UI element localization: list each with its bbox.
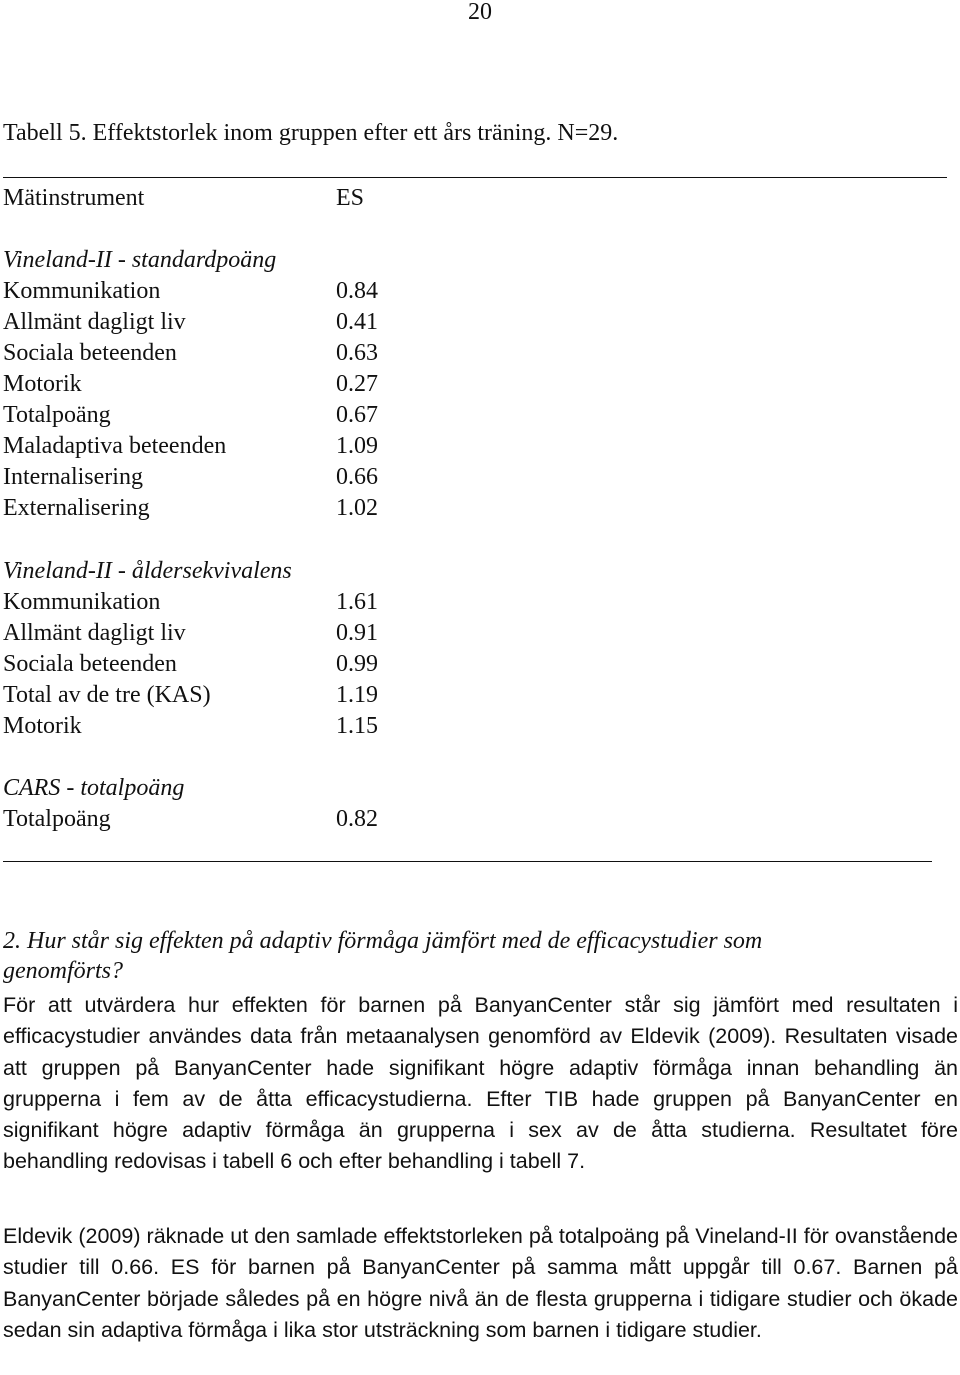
section-heading-aldersekvivalens: Vineland-II - åldersekvivalens [3,558,292,584]
table-row-label: Totalpoäng [3,402,111,428]
column-header-instrument: Mätinstrument [3,185,145,211]
table-row-label: Sociala beteenden [3,651,177,677]
table-row-label: Allmänt dagligt liv [3,309,186,335]
table-row-label: Sociala beteenden [3,340,177,366]
table-row-value: 0.99 [336,651,378,677]
section-heading-cars: CARS - totalpoäng [3,775,185,801]
table-row-value: 0.27 [336,371,378,397]
table-row-label: Kommunikation [3,278,161,304]
table-row-value: 0.41 [336,309,378,335]
page-number: 20 [468,0,492,25]
table-top-rule [3,177,947,178]
table-row-value: 1.19 [336,682,378,708]
table-row-value: 0.91 [336,620,378,646]
table-row-value: 1.09 [336,433,378,459]
table-row-value: 0.66 [336,464,378,490]
table-row-value: 0.84 [336,278,378,304]
table-row-value: 0.82 [336,806,378,832]
column-header-es: ES [336,185,365,211]
table-row-value: 1.61 [336,589,378,615]
table-row-label: Internalisering [3,464,143,490]
table-row-label: Total av de tre (KAS) [3,682,211,708]
body-paragraph: För att utvärdera hur effekten för barnen på BanyanCenter står sig jämfört med resultaten i efficacystudier användes data från metaanalysen genomförd av Eldevik (2009). Resultaten visade att gruppen på BanyanCenter hade signifikant högre adaptiv förmåga innan behandling än grupperna i fem av de åtta efficacystudierna. Efter TIB hade gruppen på BanyanCenter en signifikant högre adaptiv förmåga än grupperna i sex av de åtta studierna. Resultatet före behandling redovisas i tabell 6 och efter behandling i tabell 7. [3,993,958,1174]
table-row-label: Motorik [3,713,82,739]
table-row-value: 1.15 [336,713,378,739]
table-row-label: Totalpoäng [3,806,111,832]
question-heading: 2. Hur står sig effekten på adaptiv förmåga jämfört med de efficacystudier som genomförts? [3,928,763,984]
table-row-label: Motorik [3,371,82,397]
table-row-value: 0.67 [336,402,378,428]
table-row-label: Kommunikation [3,589,161,615]
table-row-value: 0.63 [336,340,378,366]
table-bottom-rule [3,861,932,862]
body-paragraph: Eldevik (2009) räknade ut den samlade effektstorleken på totalpoäng på Vineland-II för ovanstående studier till 0.66. ES för barnen på BanyanCenter på samma mått uppgår till 0.67. Barnen på BanyanCenter började således på en högre nivå än de flesta grupperna i tidigare studier och ökade sedan sin adaptiva förmåga i lika stor utsträckning som barnen i tidigare studier. [3,1224,958,1342]
table-row-value: 1.02 [336,495,378,521]
section-heading-standardpoang: Vineland-II - standardpoäng [3,247,277,273]
table-row-label: Externalisering [3,495,150,521]
table-row-label: Allmänt dagligt liv [3,620,186,646]
table-caption: Tabell 5. Effektstorlek inom gruppen efter ett års träning. N=29. [3,120,619,146]
table-row-label: Maladaptiva beteenden [3,433,227,459]
